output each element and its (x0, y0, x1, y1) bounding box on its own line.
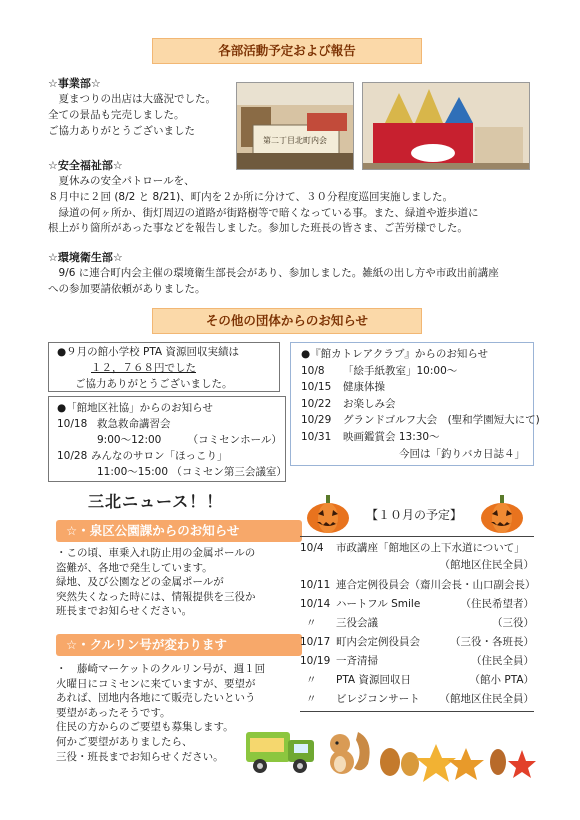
kankyo-text (48, 266, 499, 298)
schedule-who: （三役・各班長） (450, 636, 534, 648)
koen-line: 盗難が、各地で発生しています。 (56, 561, 213, 574)
katotore-date: 10/8 (301, 364, 325, 377)
katotore-row (301, 429, 523, 446)
katotore-row (301, 396, 523, 413)
anzen-text (48, 174, 479, 237)
schedule-date: 〃 (306, 693, 317, 705)
shakyo-date: 10/18 (57, 418, 88, 430)
katotore-date: 10/15 (301, 381, 332, 394)
jigyobu-line: 全ての景品も完売しました。 (48, 108, 185, 121)
photo-sign-text: 第二丁目北町内会 (263, 136, 327, 145)
anzen-line: 緑道の何ヶ所か、街灯周辺の道路が街路樹等で暗くなっている事。また、緑道や遊歩道に (48, 206, 479, 219)
katotore-text: お楽しみ会 (343, 397, 396, 410)
section-banner-activities: 各部活動予定および報告 (152, 38, 422, 64)
pta-line: ●９月の館小学校 PTA 資源回収実績は (57, 346, 239, 358)
pumpkin-icon (306, 494, 350, 534)
katotore-date: 10/31 (301, 430, 332, 443)
kururin-notice-text (56, 662, 265, 764)
schedule-date: 10/17 (300, 636, 331, 648)
katotore-text: 「絵手紙教室」10:00～ (343, 364, 458, 377)
schedule-event: 一斉清掃 (336, 655, 378, 667)
schedule-event: ビレジコンサート (336, 693, 420, 705)
kururin-notice-header: ☆・クルリン号が変わります (56, 634, 302, 656)
koen-notice-header: ☆・泉区公園課からのお知らせ (56, 520, 302, 542)
katotore-text: グランドゴルフ大会 (聖和学園短大にて) (343, 414, 540, 427)
kururin-line: 火曜日にコミセンに来ていますが、要望が (56, 677, 256, 690)
katotore-text: 映画鑑賞会 13:30～ (343, 430, 440, 443)
anzen-line: 夏休みの安全パトロールを、 (48, 175, 195, 187)
schedule-table (300, 536, 534, 712)
koen-line: 突然失くなった時には、情報提供を三役か (56, 590, 256, 603)
katotore-date: 10/22 (301, 397, 332, 410)
anzen-heading: ☆安全福祉部☆ (48, 159, 123, 172)
jigyobu-line: ご協力ありがとうございました (48, 124, 195, 137)
anzen-line: 根上がり箇所があった事などを報告しました。参加した班長の皆さま、ご苦労様でした。 (48, 222, 468, 235)
koen-line: ・この頃、車乗入れ防止用の金属ポールの (56, 547, 256, 559)
pta-amount: １２，７６８円でした (91, 361, 196, 374)
schedule-date: 10/11 (300, 579, 331, 591)
shakyo-notice-box (48, 396, 286, 482)
shakyo-date: 10/28 (57, 450, 88, 462)
schedule-row (306, 673, 411, 689)
schedule-date: 10/4 (300, 542, 324, 554)
schedule-event: 連合定例役員会（齋川会長・山口副会長） (336, 579, 536, 591)
anzen-line: ８月中に２回 (8/2 と 8/21)、町内を２か所に分けて、３０分程度巡回実施しました。 (48, 190, 453, 203)
schedule-date: 〃 (306, 674, 317, 686)
pta-line: ご協力ありがとうございました。 (75, 377, 233, 390)
shakyo-text: 救急救命講習会 (97, 418, 171, 430)
schedule-row (300, 597, 420, 613)
kururin-line: 何かご要望がありましたら、 (56, 735, 193, 748)
kankyo-line: 9/6 に連合町内会主催の環境衛生部長会があり、参加しました。雑紙の出し方や市政出前講座 (48, 267, 499, 279)
squirrel-icon (318, 724, 374, 780)
schedule-event: ハートフル Smile (336, 598, 421, 610)
katotore-row: 今回は「釣りバカ日誌４」 (399, 447, 525, 460)
shakyo-row: 9:00～12:00 （コミセンホール） (97, 434, 282, 446)
schedule-who: （住民全員） (471, 655, 534, 667)
katotore-notice-box (290, 342, 540, 466)
shakyo-row: 11:00～15:00 （コミセン第三会議室） (97, 466, 287, 478)
festival-photo-left (236, 82, 354, 170)
autumn-leaves-icon (376, 728, 536, 784)
schedule-event: 町内会定例役員会 (336, 636, 420, 648)
schedule-row (306, 616, 378, 632)
schedule-event: 市政講座「館地区の上下水道について」 (336, 542, 525, 554)
schedule-event: 三役会議 (336, 617, 378, 629)
jigyobu-text (48, 92, 216, 139)
kururin-line: 要望があったそうです。 (56, 706, 171, 719)
schedule-who: （三役） (492, 617, 534, 629)
shakyo-row (57, 416, 277, 432)
schedule-row (300, 578, 536, 594)
kururin-line: ・ 藤崎マーケットのクルリン号が、週１回 (56, 663, 266, 675)
pumpkin-icon (480, 494, 524, 534)
shakyo-text: みんなのサロン「ほっこり」 (91, 450, 228, 462)
kankyo-line: への参加要請依頼がありました。 (48, 282, 206, 295)
festival-stall-image (237, 83, 353, 169)
koen-line: 班長までお知らせください。 (56, 605, 193, 618)
schedule-date: 〃 (306, 617, 317, 629)
schedule-who: （館地区住民全員） (439, 559, 534, 571)
truck-icon (244, 722, 318, 776)
schedule-who: （館地区住民全員） (439, 693, 534, 705)
kururin-line: 三役・班長までお知らせください。 (56, 750, 224, 763)
katotore-date: 10/29 (301, 414, 332, 427)
jigyobu-heading: ☆事業部☆ (48, 77, 101, 90)
schedule-who: （住民希望者） (460, 598, 534, 610)
shakyo-title: ●「館地区社協」からのお知らせ (57, 402, 213, 414)
katotore-row (301, 412, 540, 429)
kururin-line: あれば、団地内各地にて販売したいという (56, 692, 256, 705)
schedule-row (300, 654, 378, 670)
katotore-title: ●『館カトレアクラブ』からのお知らせ (301, 348, 489, 360)
shakyo-row (57, 448, 277, 464)
katotore-row (301, 379, 523, 396)
katotore-text: 健康体操 (343, 381, 385, 394)
kururin-line: 住民の方からのご要望も募集します。 (56, 721, 234, 734)
schedule-row (300, 635, 420, 651)
sanboku-news-title: 三北ニュース！！ (88, 492, 224, 511)
katotore-row (301, 363, 523, 380)
koen-notice-text (56, 546, 256, 619)
schedule-who: （館小 PTA） (469, 674, 534, 686)
festival-booth-image (363, 83, 529, 169)
schedule-title: 【１０月の予定】 (366, 508, 463, 522)
schedule-row (306, 692, 420, 708)
kankyo-heading: ☆環境衛生部☆ (48, 251, 123, 264)
schedule-date: 10/19 (300, 655, 331, 667)
jigyobu-line: 夏まつりの出店は大盛況でした。 (48, 93, 216, 105)
schedule-event: PTA 資源回収日 (336, 674, 411, 686)
schedule-date: 10/14 (300, 598, 331, 610)
section-banner-other-groups: その他の団体からのお知らせ (152, 308, 422, 334)
schedule-row (300, 541, 525, 557)
festival-photo-right (362, 82, 530, 170)
pta-notice-box (48, 342, 280, 392)
koen-line: 緑地、及び公園などの金属ポールが (56, 576, 224, 589)
